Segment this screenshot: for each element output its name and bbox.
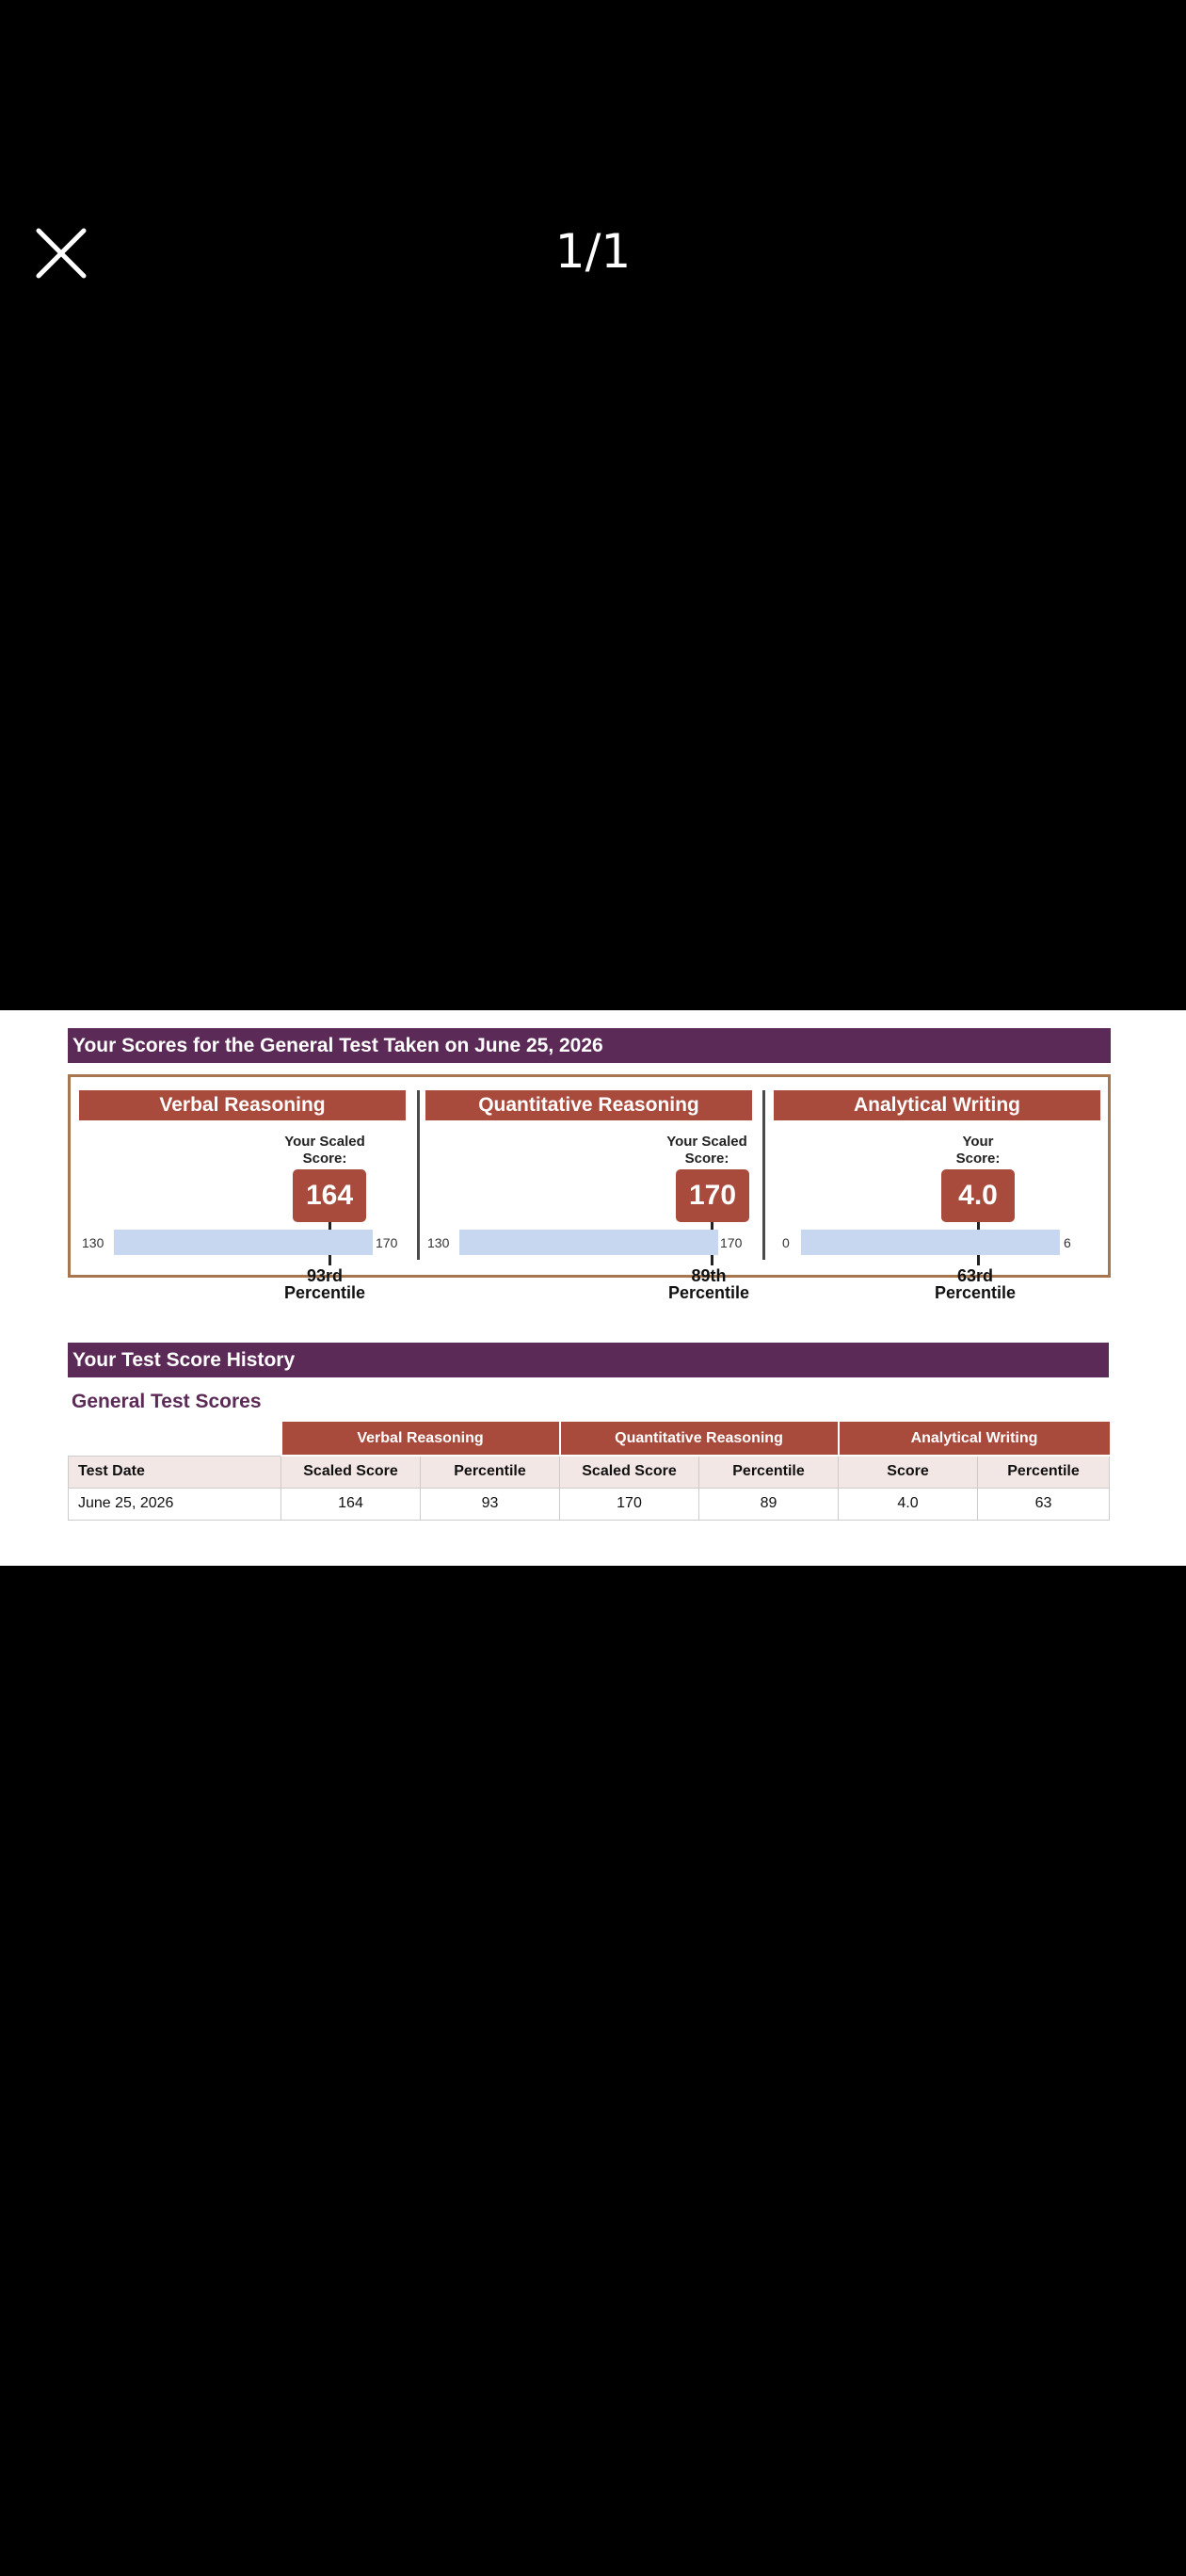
verbal-percentile: 93rd Percentile (283, 1266, 366, 1302)
score-history-table (68, 1422, 1110, 1521)
table-cell: 164 (281, 1488, 421, 1520)
column-header: Percentile (978, 1456, 1110, 1488)
writing-header: Analytical Writing (774, 1090, 1100, 1120)
quant-score-badge: 170 (676, 1169, 749, 1222)
table-group-writing: Analytical Writing (839, 1422, 1110, 1456)
quant-section (420, 1077, 763, 1302)
column-header: Percentile (421, 1456, 560, 1488)
table-group-quant: Quantitative Reasoning (560, 1422, 839, 1456)
column-header: Test Date (69, 1456, 281, 1488)
table-cell: 93 (421, 1488, 560, 1520)
table-blank-cell (69, 1422, 281, 1456)
scores-title: Your Scores for the General Test Taken on June 25, 2026 (68, 1028, 1111, 1063)
quant-score-label: Your Scaled Score: (666, 1134, 747, 1167)
verbal-scale-min: 130 (82, 1235, 104, 1250)
table-row (69, 1488, 1110, 1520)
writing-score-badge: 4.0 (941, 1169, 1015, 1222)
verbal-header: Verbal Reasoning (79, 1090, 406, 1120)
table-group-verbal: Verbal Reasoning (281, 1422, 560, 1456)
verbal-score-label: Your Scaled Score: (284, 1134, 365, 1167)
score-panel (68, 1074, 1111, 1302)
table-cell: 4.0 (839, 1488, 978, 1520)
writing-scale-bar (801, 1230, 1060, 1255)
writing-scale-min: 0 (782, 1235, 790, 1250)
table-cell: 170 (560, 1488, 699, 1520)
quant-percentile: 89th Percentile (667, 1266, 750, 1302)
history-title: Your Test Score History (68, 1343, 1109, 1377)
verbal-score-badge: 164 (293, 1169, 366, 1222)
page-counter: 1/1 (554, 224, 632, 279)
quant-header: Quantitative Reasoning (425, 1090, 752, 1120)
table-cell: 89 (699, 1488, 839, 1520)
table-cell: 63 (978, 1488, 1110, 1520)
score-report-image[interactable] (0, 1010, 1186, 1566)
writing-section (765, 1077, 1110, 1302)
verbal-scale-max: 170 (376, 1235, 398, 1250)
column-header: Score (839, 1456, 978, 1488)
table-group-header-row (69, 1422, 1110, 1456)
quant-scale-bar (459, 1230, 718, 1255)
column-header: Percentile (699, 1456, 839, 1488)
verbal-section (71, 1077, 415, 1302)
writing-scale-max: 6 (1064, 1235, 1071, 1250)
quant-scale-min: 130 (427, 1235, 450, 1250)
column-header: Scaled Score (560, 1456, 699, 1488)
table-cell-date: June 25, 2026 (69, 1488, 281, 1520)
writing-score-label: Your Score: (955, 1134, 1001, 1167)
verbal-scale-bar (114, 1230, 373, 1255)
history-subtitle: General Test Scores (72, 1391, 262, 1412)
quant-scale-max: 170 (720, 1235, 743, 1250)
writing-percentile: 63rd Percentile (934, 1266, 1017, 1302)
column-header: Scaled Score (281, 1456, 421, 1488)
table-header-row (69, 1456, 1110, 1488)
